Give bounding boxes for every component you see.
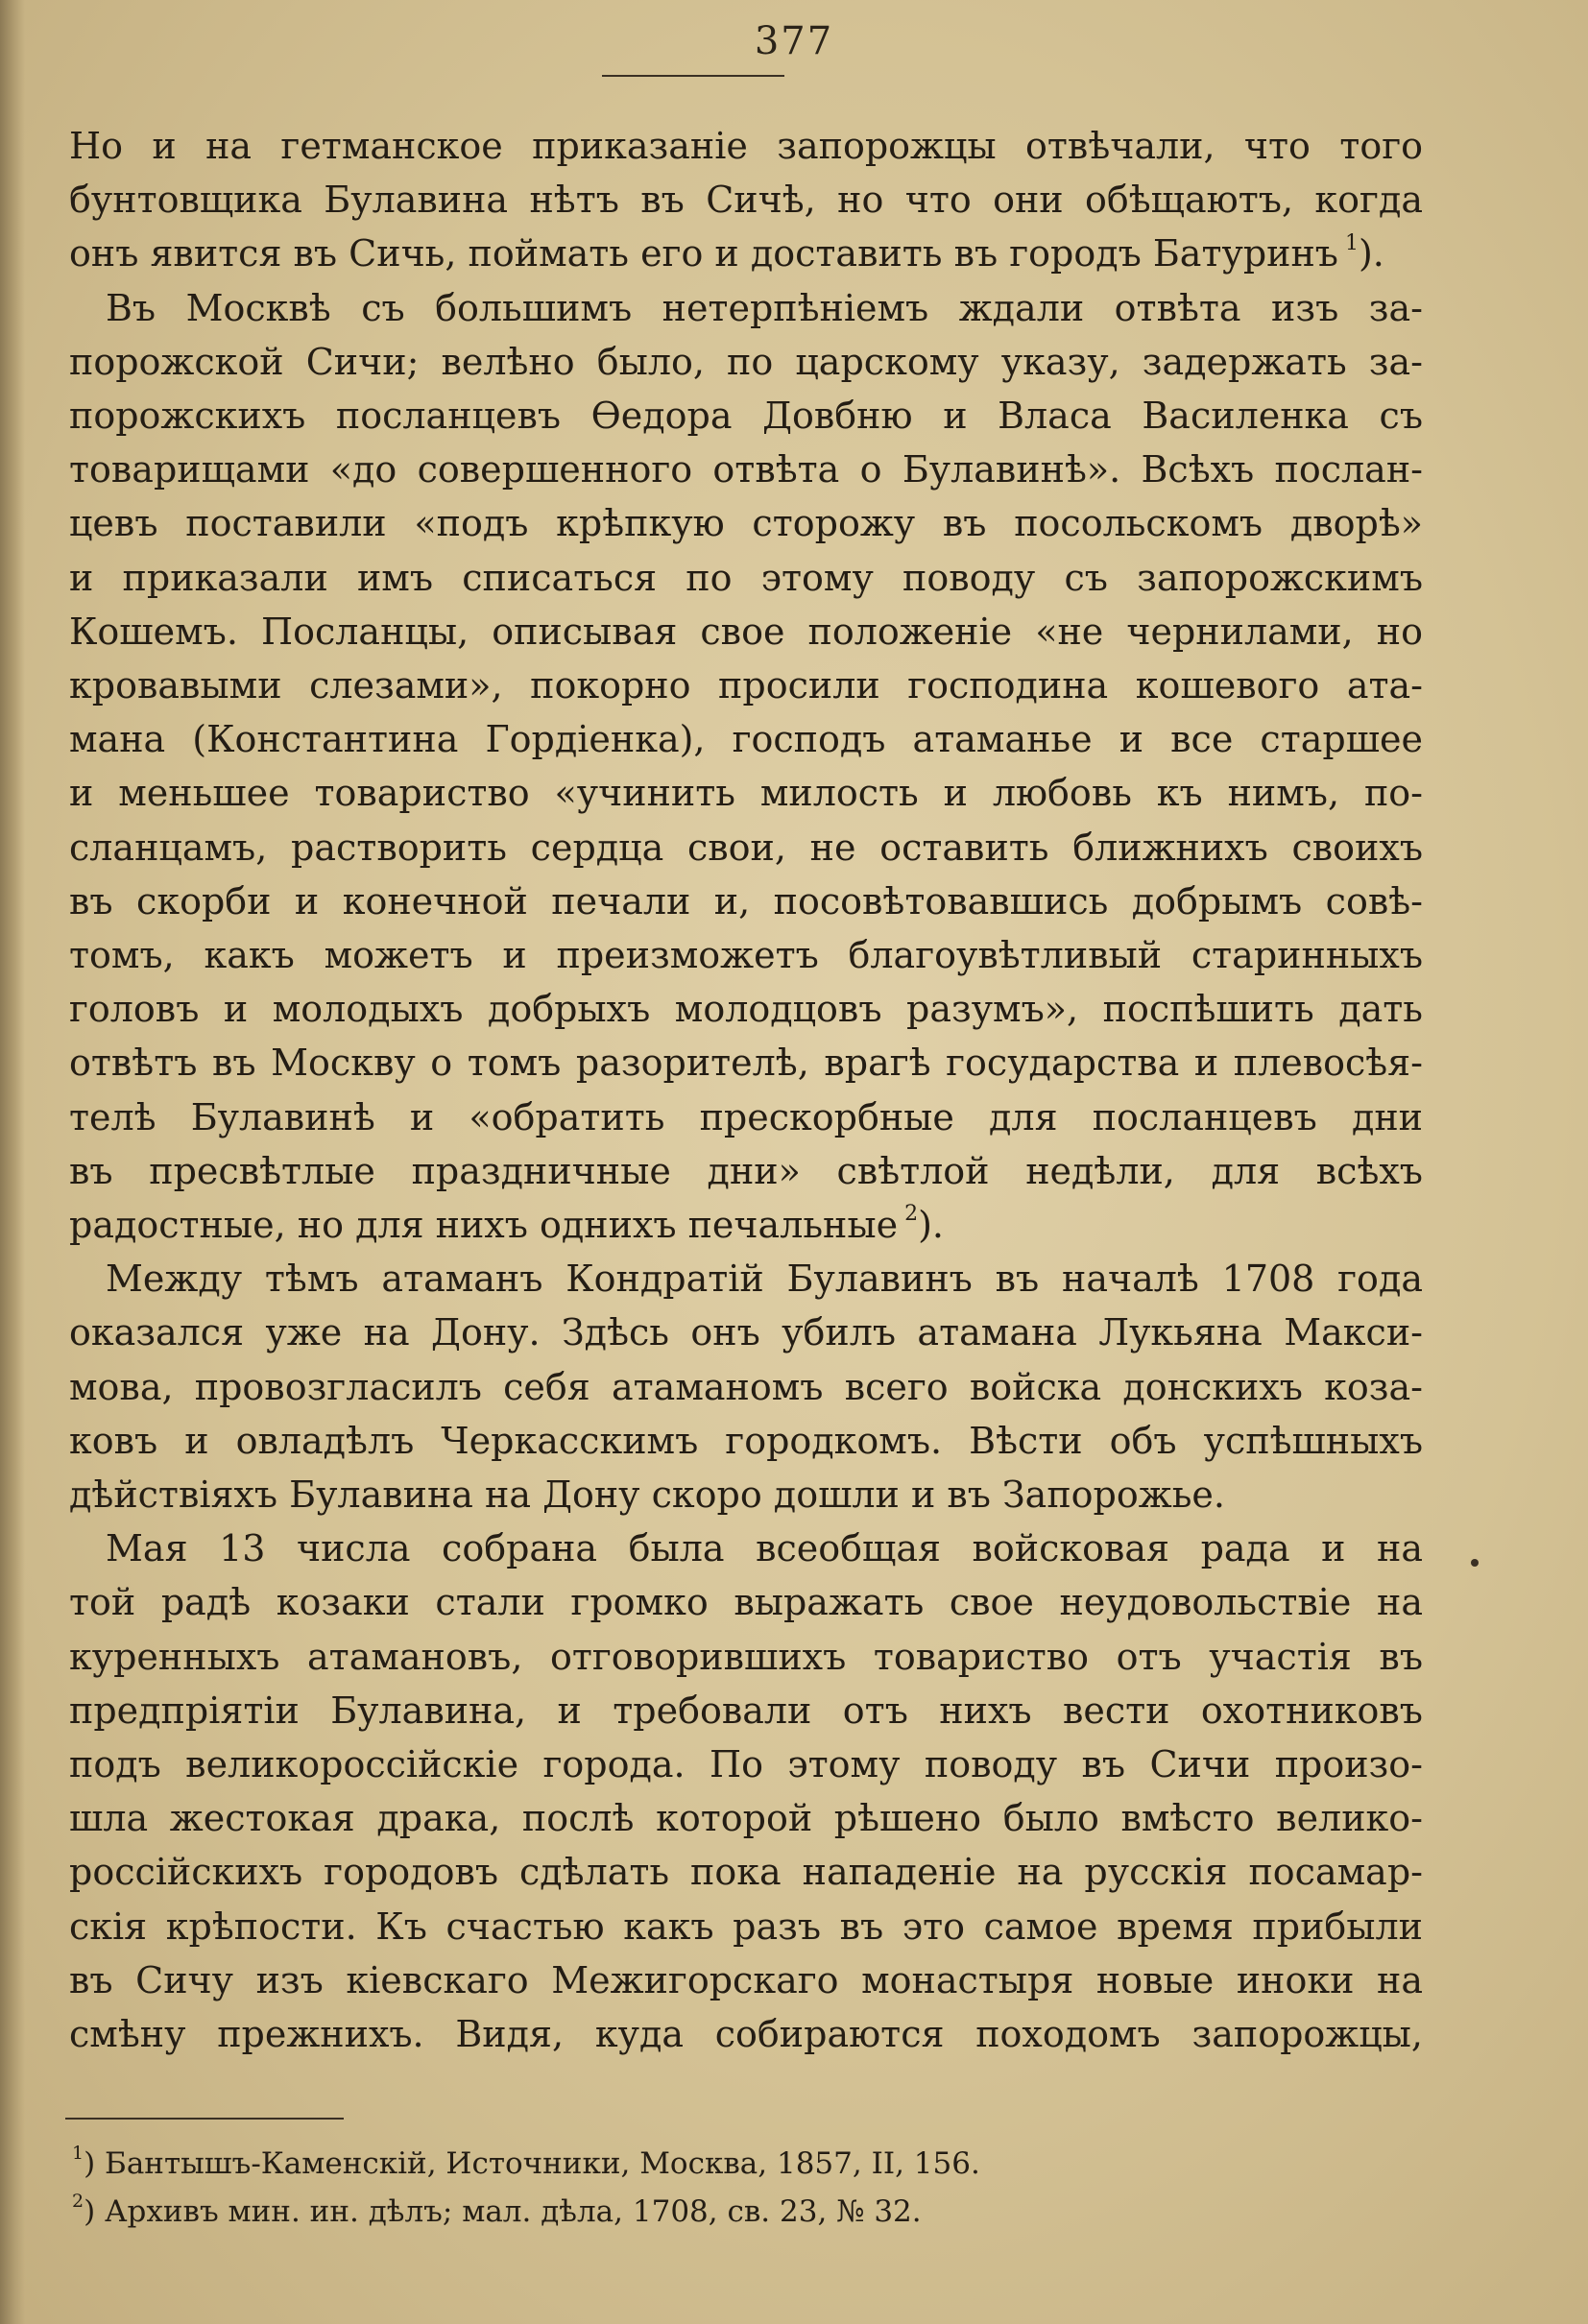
text-line-content: сланцамъ, растворить сердца свои, не оставить ближнихъ своихъ [69,826,1423,869]
text-line [69,984,1423,1034]
text-line-content: въ пресвѣтлые праздничные дни» свѣтлой недѣли, для всѣхъ [69,1149,1423,1192]
text-line [69,714,1423,764]
text-line-content: смѣну прежнихъ. Видя, куда собираются походомъ запорожцы, [69,2013,1423,2055]
text-line [69,1686,1423,1736]
text-line-content: въ скорби и конечной печали и, посовѣтовавшись добрымъ совѣ- [69,879,1423,922]
text-line-content: томъ, какъ можетъ и преизможетъ благоувѣтливый старинныхъ [69,934,1423,976]
text-line [69,1955,1423,2005]
text-line-content: предпріятіи Булавина, и требовали отъ нихъ вести охотниковъ [69,1689,1423,1732]
text-line [69,1632,1423,1682]
text-line [69,823,1423,873]
text-line-content: цевъ поставили «подъ крѣпкую сторожу въ посольскомъ дворѣ» [69,502,1423,545]
footnote [72,2143,1320,2185]
text-line [106,1254,1423,1304]
text-line [69,1416,1423,1466]
text-line [69,553,1423,603]
text-line-content: отвѣтъ въ Москву о томъ разорителѣ, врагѣ государства и плевосѣя- [69,1042,1423,1085]
footnote-text: ) Бантышъ-Каменскій, Источники, Москва, 1857, II, 156. [84,2146,980,2181]
text-line-content: Между тѣмъ атаманъ Кондратій Булавинъ въ началѣ 1708 года [106,1258,1423,1301]
text-line-content: мова, провозгласилъ себя атаманомъ всего войска донскихъ коза- [69,1365,1423,1408]
page-number: 377 [754,19,834,63]
text-line [69,930,1423,980]
text-line [69,337,1423,387]
ink-speck [1471,1559,1479,1567]
text-line-content: ковъ и овладѣлъ Черкасскимъ городкомъ. Вѣсти объ успѣшныхъ [69,1419,1423,1462]
footnote-ref: 1 [1337,230,1359,255]
text-line [69,876,1423,926]
footnote-separator [65,2118,344,2120]
text-line-content: порожской Сичи; велѣно было, по царскому указу, задержать за- [69,340,1423,383]
text-line-content: телѣ Булавинѣ и «обратить прескорбные для посланцевъ дни [69,1095,1423,1138]
text-line [69,121,1423,171]
text-line [69,1577,1423,1627]
text-line-content: куренныхъ атамановъ, отговорившихъ товариство отъ участія въ [69,1635,1423,1678]
text-line-content: головъ и молодыхъ добрыхъ молодцовъ разумъ», поспѣшить дать [69,988,1423,1031]
text-line [69,444,1423,494]
text-line [69,1038,1423,1088]
text-line-content: товарищами «до совершенного отвѣта о Булавинѣ». Всѣхъ послан- [69,448,1423,491]
text-line [69,1092,1423,1142]
text-line-content: скія крѣпости. Къ счастью какъ разъ въ это самое время прибыли [69,1905,1423,1948]
text-line [69,1470,1423,1520]
text-line [69,1793,1423,1843]
text-line-content: мана (Константина Гордіенка), господъ атаманье и все старшее [69,718,1423,761]
text-line-content: и меньшее товариство «учинить милость и любовь къ нимъ, по- [69,772,1423,815]
text-line-content: и приказали имъ списаться по этому поводу съ запорожскимъ [69,556,1423,599]
text-line-content: Мая 13 числа собрана была всеобщая войсковая рада и на [106,1527,1423,1570]
page-number-rule [602,75,784,77]
text-line [69,175,1423,225]
text-line [69,2009,1423,2059]
text-line [69,228,1423,278]
page-binding-shadow [0,0,25,2324]
text-line [69,1146,1423,1196]
text-line-content: Но и на гетманское приказаніе запорожцы отвѣчали, что того [69,125,1423,167]
text-line-content: радостные, но для нихъ однихъ печальные [69,1204,899,1246]
text-line-content: Въ Москвѣ съ большимъ нетерпѣніемъ ждали отвѣта изъ за- [106,286,1423,329]
text-line [106,1523,1423,1573]
text-line-content: оказался уже на Дону. Здѣсь онъ убилъ атамана Лукьяна Макси- [69,1311,1423,1354]
text-line [69,1902,1423,1952]
footnote-ref-close: ). [918,1204,944,1246]
footnote-text: ) Архивъ мин. ин. дѣлъ; мал. дѣла, 1708, св. 23, № 32. [84,2194,922,2229]
text-line [69,498,1423,548]
text-line [106,283,1423,333]
text-line [69,607,1423,657]
footnote-ref: 2 [898,1202,919,1227]
text-line-content: кровавыми слезами», покорно просили господина кошевого ата- [69,664,1423,707]
text-line-content: шла жестокая драка, послѣ которой рѣшено было вмѣсто велико- [69,1797,1423,1840]
text-line-content: дѣйствіяхъ Булавина на Дону скоро дошли и въ Запорожье. [69,1473,1225,1516]
text-line [69,1200,1423,1250]
text-line [69,391,1423,441]
text-line-content: россійскихъ городовъ сдѣлать пока нападеніе на русскія посамар- [69,1851,1423,1894]
text-line-content: въ Сичу изъ кіевскаго Межигорскаго монастыря новые иноки на [69,1958,1423,2001]
text-line [69,768,1423,818]
text-line [69,1362,1423,1412]
text-line-content: Кошемъ. Посланцы, описывая свое положеніе «не чернилами, но [69,610,1423,653]
text-line [69,1307,1423,1357]
footnote-ref-close: ). [1358,232,1384,276]
text-line-content: подъ великороссійскіе города. По этому поводу въ Сичи произо- [69,1743,1423,1785]
text-line-content: той радѣ козаки стали громко выражать свое неудовольствіе на [69,1581,1423,1624]
text-line-content: порожскихъ посланцевъ Ѳедора Довбню и Власа Василенка съ [69,395,1423,437]
text-line [69,660,1423,710]
footnote [72,2191,1320,2233]
text-line-content: онъ явится въ Сичь, поймать его и доставить въ городъ Батуринъ [69,232,1338,276]
footnote-mark: 2 [72,2191,84,2212]
text-line [69,1739,1423,1789]
text-line-content: бунтовщика Булавина нѣтъ въ Сичѣ, но что они обѣщаютъ, когда [69,179,1423,222]
text-line [69,1847,1423,1897]
footnote-mark: 1 [72,2143,84,2164]
